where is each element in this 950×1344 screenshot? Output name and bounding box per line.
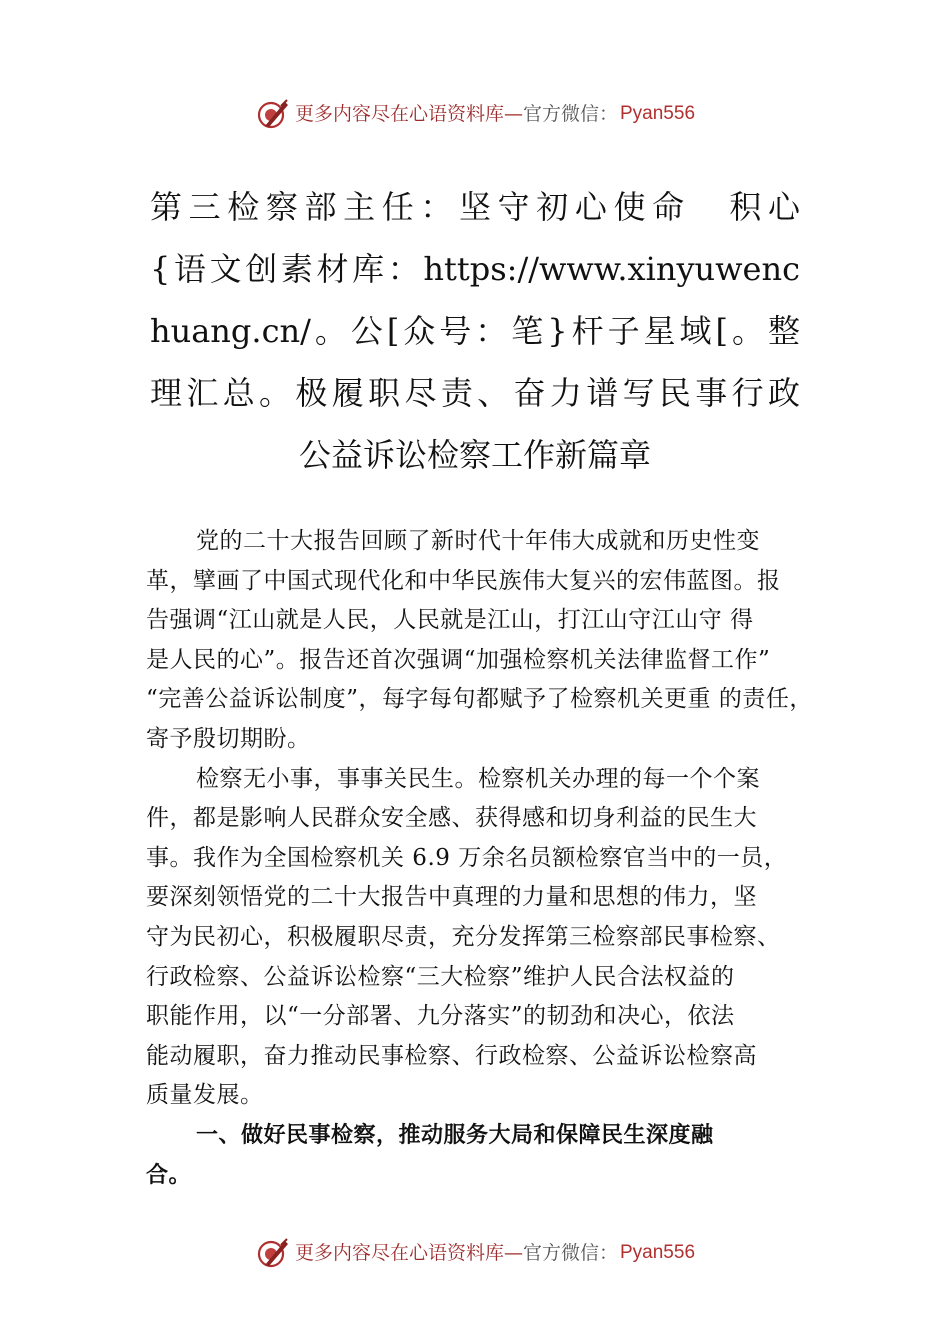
banner-wechat-id: Pyan556	[620, 103, 696, 124]
title-line: huang.cn/。公[众号：笔}杆子星域[。整	[150, 312, 800, 350]
body-line: 寄予殷切期盼。	[146, 725, 311, 752]
document-body	[146, 522, 836, 1195]
body-line: 检察无小事，事事关民生。检察机关办理的每一个个案	[196, 765, 760, 792]
banner-dash: —	[503, 1242, 523, 1264]
title-line: 公益诉讼检察工作新篇章	[298, 436, 651, 474]
body-line: 守为民初心，积极履职尽责，充分发挥第三检察部民事检察、	[146, 923, 781, 950]
body-line: 要深刻领悟党的二十大报告中真理的力量和思想的伟力，坚	[146, 884, 757, 911]
section-heading: 合。	[146, 1162, 192, 1188]
body-line: 党的二十大报告回顾了新时代十年伟大成就和历史性变	[196, 528, 760, 554]
banner-dash: —	[503, 103, 523, 125]
body-line: 革，擘画了中国式现代化和中华民族伟大复兴的宏伟蓝图。报	[146, 567, 781, 594]
body-line: 件，都是影响人民群众安全感、获得感和切身利益的民生大	[146, 805, 757, 832]
body-line: 告强调“江山就是人民，人民就是江山，打江山守江山守 得	[146, 607, 754, 634]
title-line: 理汇总。极履职尽责、奋力谱写民事行政	[150, 374, 800, 412]
body-line: 职能作用，以“一分部署、九分落实”的韧劲和决心，依法	[146, 1003, 735, 1030]
quill-logo-icon	[255, 96, 291, 132]
body-line: 事。我作为全国检察机关 6.9 万余名员额检察官当中的一员，	[146, 844, 788, 871]
quill-logo-icon	[255, 1235, 291, 1271]
banner-brand: 更多内容尽在心语资料库	[294, 1242, 504, 1264]
title-line: {语文创素材库：https://www.xinyuwenc	[150, 250, 800, 288]
title-line: 第三检察部主任：坚守初心使命 积心	[150, 188, 800, 226]
body-line: 行政检察、公益诉讼检察“三大检察”维护人民合法权益的	[146, 963, 735, 990]
body-line: 是人民的心”。报告还首次强调“加强检察机关法律监督工作”	[146, 646, 771, 673]
banner-wechat-label: 官方微信：	[522, 103, 618, 125]
banner-wechat-label: 官方微信：	[522, 1242, 618, 1264]
section-heading: 一、做好民事检察，推动服务大局和保障民生深度融	[196, 1122, 714, 1148]
body-line: “完善公益诉讼制度”，每字每句都赋予了检察机关更重 的责任，	[146, 686, 813, 713]
banner-brand: 更多内容尽在心语资料库	[294, 103, 504, 125]
body-line: 能动履职，奋力推动民事检察、行政检察、公益诉讼检察高	[146, 1042, 757, 1069]
body-line: 质量发展。	[146, 1082, 264, 1109]
header-banner	[0, 94, 950, 134]
banner-wechat-id: Pyan556	[620, 1242, 696, 1263]
document-title	[150, 176, 800, 486]
footer-banner	[0, 1233, 950, 1273]
